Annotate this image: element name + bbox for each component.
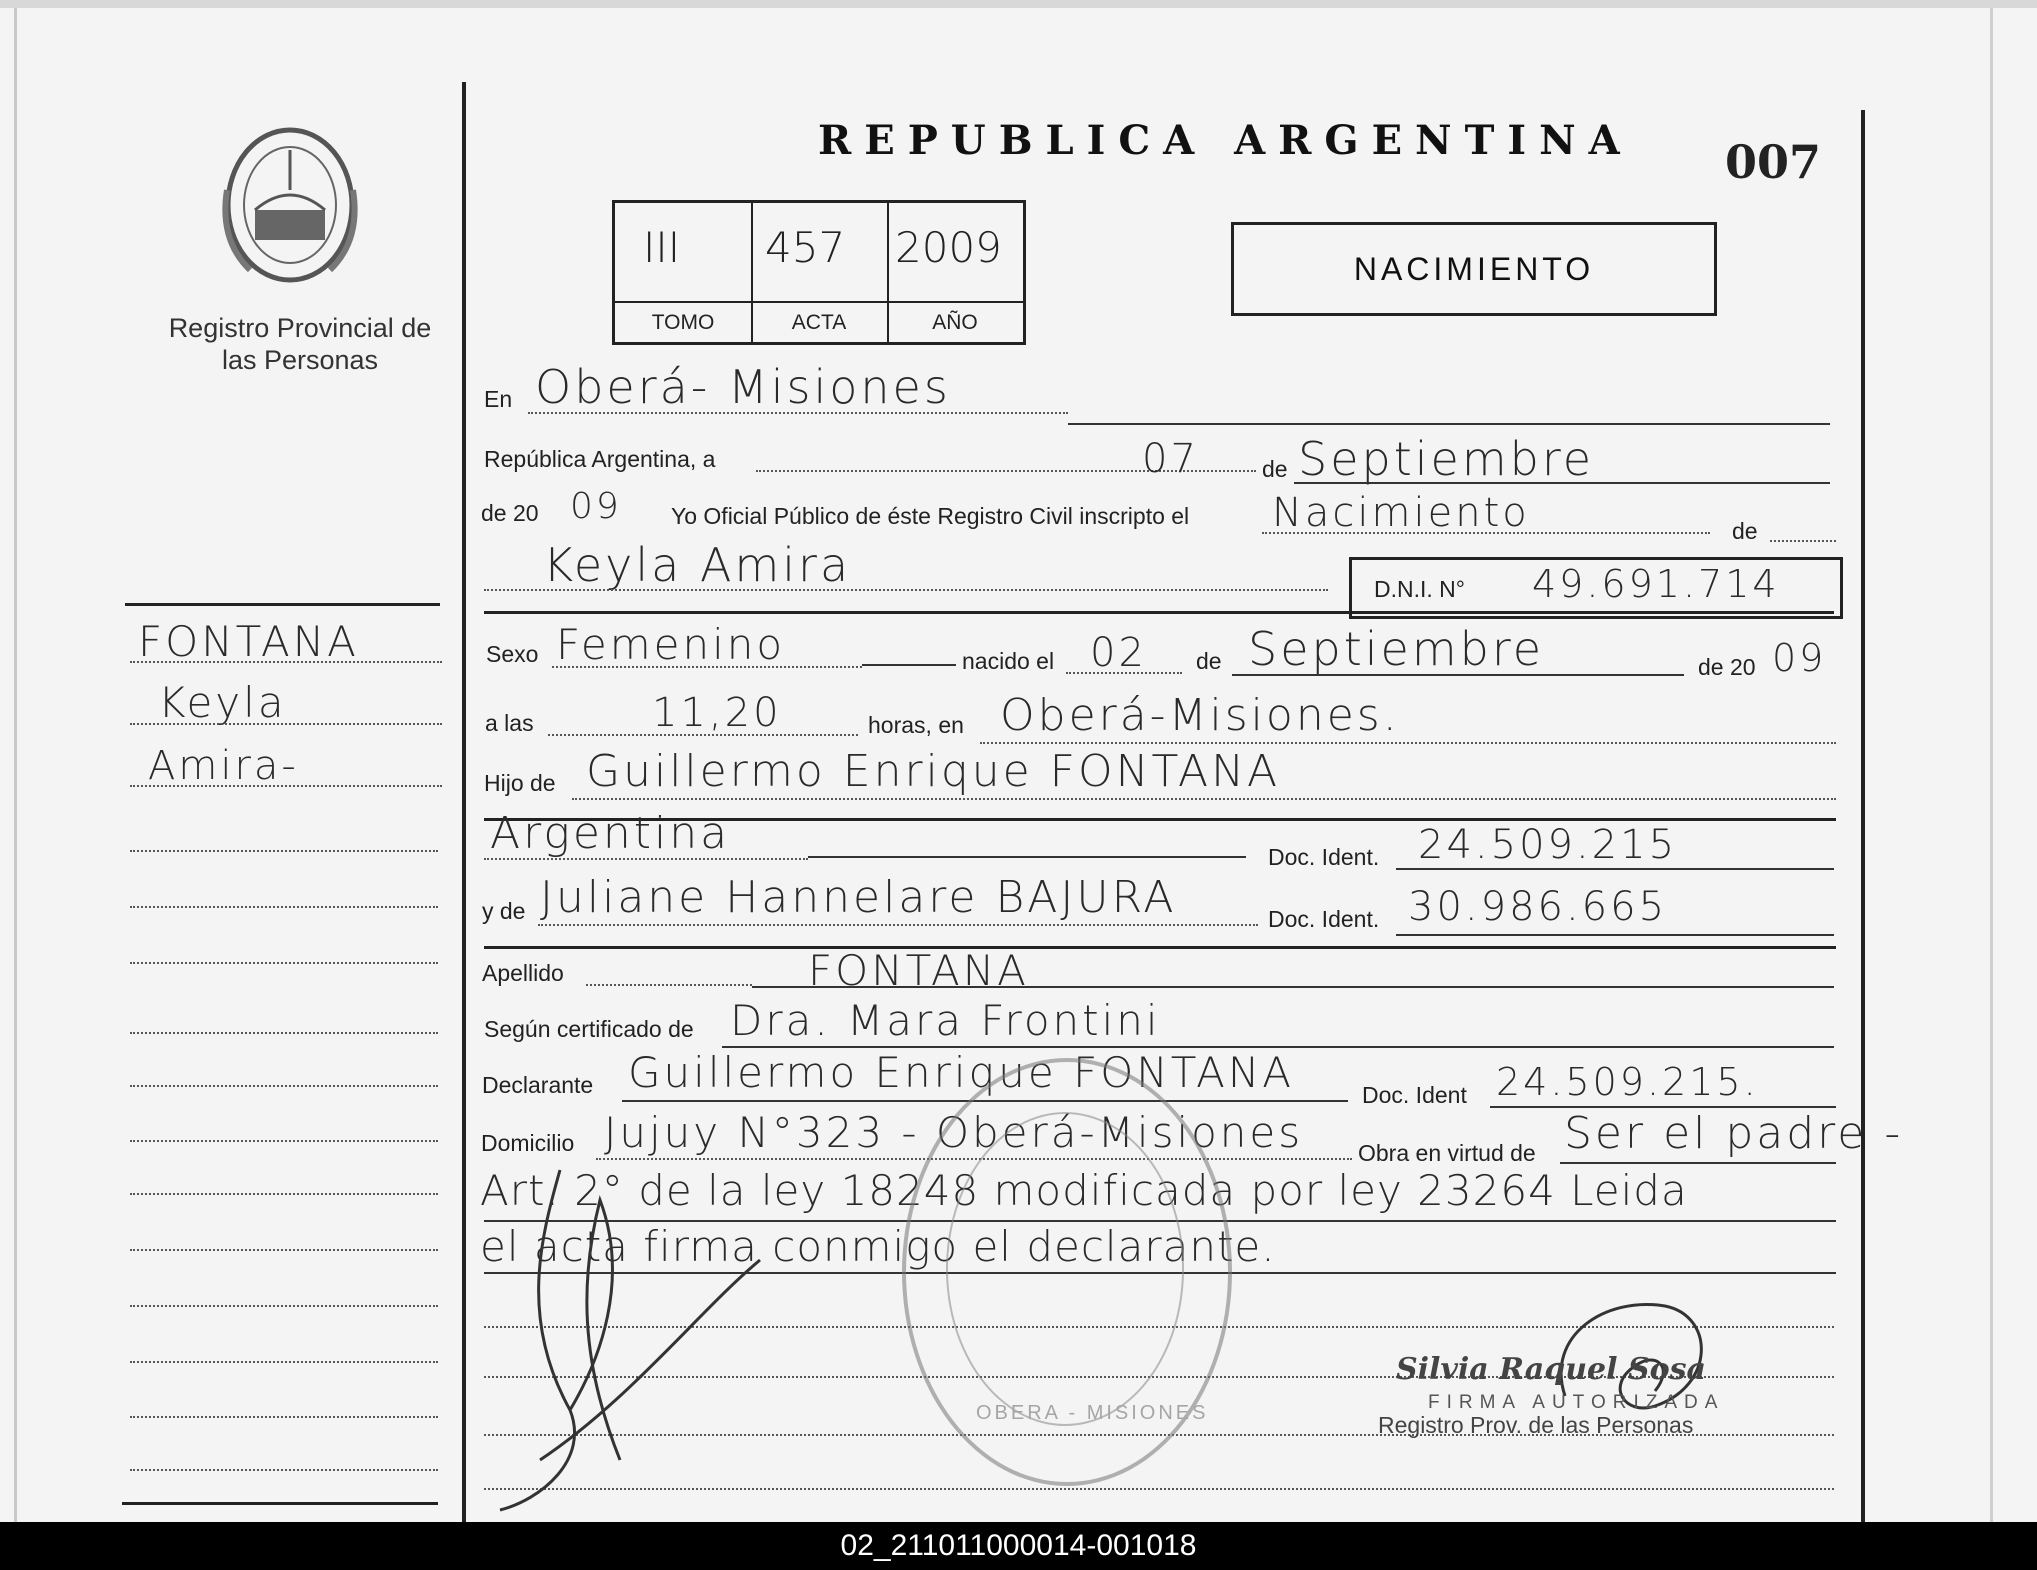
mother-doc: 30.986.665 — [1408, 884, 1668, 930]
line — [484, 589, 1328, 591]
document-number: 007 — [1725, 135, 1822, 189]
day-value: 07 — [1142, 436, 1199, 482]
father-nationality: Argentina — [490, 808, 731, 859]
acta-cell — [751, 203, 889, 342]
frame-right-line — [1861, 110, 1865, 1522]
hijo-label: Hijo de — [484, 770, 556, 796]
birth-year: 09 — [1772, 636, 1827, 680]
document-title: REPUBLICA ARGENTINA — [818, 117, 1633, 164]
margin-name1: Keyla — [158, 678, 287, 727]
signatory-name: Silvia Raquel Sosa — [1396, 1352, 1706, 1387]
sexo-label: Sexo — [486, 641, 539, 667]
alas-label: a las — [485, 710, 534, 736]
line — [808, 856, 1246, 858]
margin-line — [130, 1032, 438, 1034]
line — [1068, 423, 1830, 425]
line — [862, 664, 956, 666]
line — [1066, 672, 1182, 674]
page-left-edge — [14, 8, 17, 1522]
de-label-2: de — [1732, 518, 1758, 544]
margin-surname: FONTANA — [138, 617, 359, 666]
note-line-1: Art. 2° de la ley 18248 modificada por ley 23264 Leida — [480, 1166, 1688, 1215]
dni-box — [1349, 557, 1843, 619]
margin-line — [130, 723, 442, 725]
stamp-inner-ring — [946, 1112, 1184, 1426]
place-value: Oberá- Misiones — [535, 360, 951, 414]
doc-label-2: Doc. Ident. — [1268, 906, 1380, 932]
line — [1262, 532, 1710, 534]
de-label: de — [1262, 456, 1288, 482]
line — [538, 924, 1258, 926]
domicilio-label: Domicilio — [481, 1130, 575, 1156]
yde-label: y de — [482, 898, 526, 924]
month-value: Septiembre — [1298, 432, 1595, 486]
de20-label: de 20 — [481, 500, 539, 526]
margin-line — [130, 962, 438, 964]
margin-line — [130, 1305, 438, 1307]
en-label: En — [484, 386, 513, 412]
line — [528, 412, 1068, 414]
line — [1770, 540, 1836, 542]
line — [980, 742, 1836, 744]
horas-label: horas, en — [868, 712, 964, 738]
obra-label: Obra en virtud de — [1358, 1140, 1536, 1166]
line — [1396, 868, 1834, 870]
apellido-value: FONTANA — [808, 946, 1029, 995]
line — [1560, 1162, 1836, 1164]
act-word: Nacimiento — [1272, 490, 1530, 536]
birth-de-label: de — [1196, 648, 1222, 674]
doctor-name: Dra. Mara Frontini — [730, 996, 1161, 1045]
section-rule — [484, 611, 1834, 614]
act-type-box: NACIMIENTO — [1231, 222, 1717, 316]
declarante-label: Declarante — [482, 1072, 594, 1098]
line — [552, 666, 862, 668]
father-name: Guillermo Enrique FONTANA — [586, 746, 1281, 797]
acta-label: ACTA — [751, 301, 887, 343]
margin-line — [130, 906, 438, 908]
margin-line — [130, 1193, 438, 1195]
doc-label-3: Doc. Ident — [1362, 1082, 1467, 1108]
registry-org-name: Registro Provincial de las Personas — [168, 313, 432, 375]
margin-line — [130, 850, 438, 852]
ano-label: AÑO — [887, 301, 1023, 343]
margin-line — [130, 785, 442, 787]
margin-line — [130, 1140, 438, 1142]
birth-day: 02 — [1090, 630, 1147, 676]
margin-line — [130, 1469, 438, 1471]
margin-line — [130, 1249, 438, 1251]
apellido-label: Apellido — [482, 960, 564, 986]
provincial-seal-logo — [215, 120, 365, 290]
tomo-label: TOMO — [615, 301, 751, 343]
line — [1396, 934, 1834, 936]
line — [1232, 674, 1684, 676]
republica-label: República Argentina, a — [484, 446, 716, 472]
dni-value: 49.691.714 — [1532, 562, 1780, 606]
tomo-cell — [615, 203, 753, 342]
page-right-edge — [1990, 8, 1993, 1522]
segun-label: Según certificado de — [484, 1016, 694, 1042]
tomo-value: III — [643, 223, 681, 272]
official-stamp — [902, 1058, 1232, 1486]
nacido-label: nacido el — [962, 648, 1055, 674]
dni-label: D.N.I. N° — [1374, 576, 1465, 602]
margin-bottom-rule — [122, 1502, 438, 1505]
signatory-role: FIRMA AUTORIZADA — [1428, 1392, 1725, 1413]
note-line-2: el acta firma conmigo el declarante. — [480, 1222, 1276, 1271]
sexo-value: Femenino — [556, 620, 786, 669]
acta-value: 457 — [765, 223, 846, 272]
margin-line — [130, 1416, 438, 1418]
line — [752, 986, 1834, 988]
birth-month: Septiembre — [1248, 622, 1545, 676]
father-doc: 24.509.215 — [1418, 822, 1678, 868]
doc-label: Doc. Ident. — [1268, 844, 1380, 870]
margin-line — [130, 1361, 438, 1363]
margin-line — [130, 661, 442, 663]
mother-name: Juliane Hannelare BAJURA — [540, 872, 1177, 923]
declarante-name: Guillermo Enrique FONTANA — [628, 1048, 1294, 1097]
margin-name2: Amira- — [148, 743, 299, 789]
declarante-doc: 24.509.215. — [1496, 1060, 1759, 1104]
ano-cell — [887, 203, 1023, 342]
signatory-office: Registro Prov. de las Personas — [1378, 1412, 1694, 1438]
line — [586, 984, 752, 986]
child-name: Keyla Amira — [543, 538, 852, 592]
margin-top-rule — [125, 603, 440, 606]
registry-box — [612, 200, 1026, 345]
year-suffix: 09 — [570, 486, 622, 527]
ano-value: 2009 — [895, 223, 1002, 272]
margin-line — [130, 1085, 438, 1087]
declarant-signature — [480, 1160, 780, 1520]
line — [572, 798, 1836, 800]
scan-id-bar — [0, 1522, 2037, 1570]
line — [484, 858, 808, 860]
frame-left-line — [462, 82, 466, 1522]
domicilio-value: Jujuy N°323 - Oberá-Misiones — [604, 1108, 1304, 1157]
birth-year-label: de 20 — [1698, 654, 1756, 680]
section-rule — [484, 946, 1836, 949]
oficial-label: Yo Oficial Público de éste Registro Civil inscripto el — [671, 503, 1190, 529]
stamp-text: OBERA - MISIONES — [976, 1402, 1209, 1424]
hour-value: 11,20 — [652, 690, 782, 736]
obra-value: Ser el padre - — [1564, 1108, 1904, 1159]
scan-id: 02_211011000014-001018 — [840, 1529, 1197, 1562]
line — [1294, 482, 1830, 484]
birth-place: Oberá-Misiones. — [1000, 690, 1400, 741]
page-top-edge — [0, 0, 2037, 8]
